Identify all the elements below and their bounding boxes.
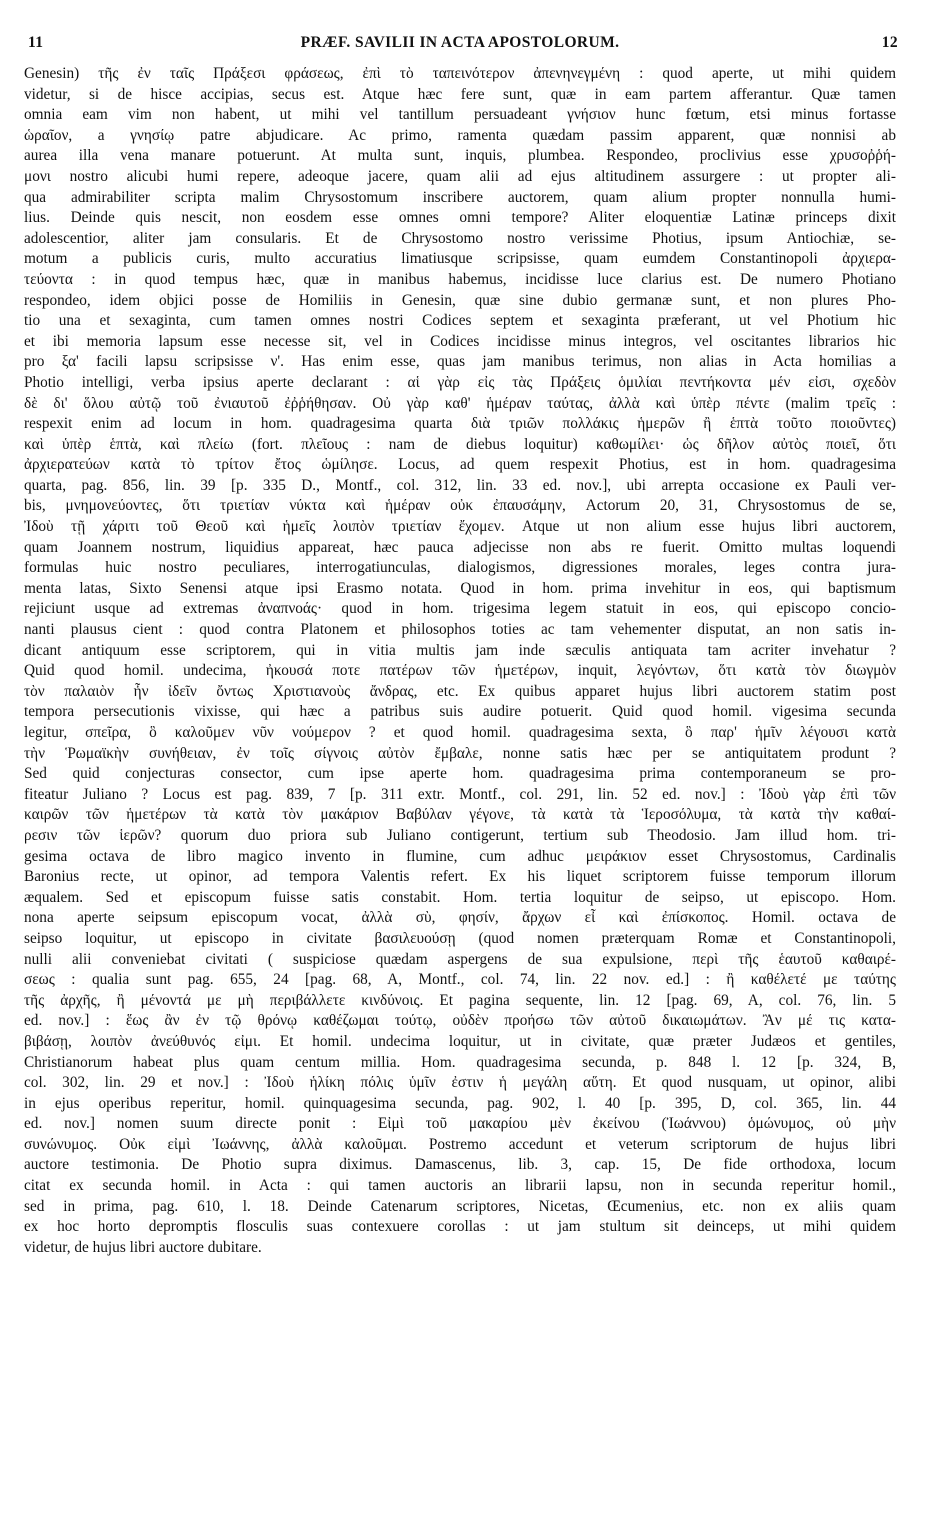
text-line: motum a publicis curis, multo accuratius limatiusque scripsisse, quam eumdem Constantinopoli ἀρχιερα- [24,250,896,268]
text-line: bis, μνημονεύοντες, ὅτι τριετίαν νύκτα καὶ ἡμέραν οὐκ ἐπαυσάμην, Actorum 20, 31, Chrysostomus de se, [24,497,896,515]
page-number-right: 12 [881,34,898,51]
document-page [24,34,896,1524]
page-number-left: 11 [28,34,44,51]
text-line: legitur, σπεῖρα, ὃ καλοῦμεν νῦν νούμερον ? et quod homil. quadragesima sexta, ὃ παρ' ἡμῖν λέγουσι κατὰ [24,724,896,741]
text-line: quam Joannem nostrum, liquidius appareat, hæc pauca adjecisse non abs re fuerit. Omitto multas loquendi [24,538,896,556]
text-line: respexit enim ad locum in hom. quadragesima quarta διὰ τριῶν πολλάκις ἡμερῶν ἢ ἑπτὰ τοῦτο ποιοῦντες) [24,415,896,433]
text-line: Baronius recte, ut opinor, ad tempora Valentis refert. Ex his liquet scriptorem fuisse temporum illorum [24,868,896,886]
text-line: adolescentior, aliter jam consularis. Et de Chrysostomo nostro verissime Photius, ipsum Antiochiæ, se- [24,229,896,247]
text-line: σεως : qualia sunt pag. 655, 24 [pag. 68, A, Montf., col. 74, lin. 22 nov. ed.] : ἢ καθέλετέ με ταύτης [24,971,896,989]
text-line: τῆς ἀρχῆς, ἢ μένοντά με μὴ περιβάλλετε κινδύνοις. Et pagina sequente, lin. 12 [pag. 69, A, col. 76, lin. 5 [24,991,896,1009]
text-line: et ibi memoria lapsum esse necesse sit, vel in Codices incidisse minus integros, vel oscitantes librarios hic [24,332,896,350]
text-line: nanti plausus cient : quod contra Platonem et philosophos toties ac tam vehementer disputat, an non satis in- [24,621,896,639]
text-line: menta latas, Sixto Senensi atque ipsi Erasmo notata. Quod in hom. prima invehitur in eos, qui baptismum [24,579,896,597]
text-line: lius. Deinde quis nescit, non eosdem esse omnes omni tempore? Aliter eloquentiæ Latinæ princeps dixit [24,209,896,227]
text-line: tio una et sexaginta, cum tamen omnes nostri Codices septem et sexaginta præferant, ut vel Photium hic [24,312,896,330]
text-line: aurea illa vena manare potuerunt. At multa sunt, inquis, plumbea. Respondeo, proclivius esse χρυσοῤῥή- [24,147,896,165]
text-line: in ejus operibus reperitur, homil. quinquagesima secunda, pag. 902, l. 40 [p. 395, D, col. 365, lin. 44 [24,1094,896,1112]
text-line: τὴν Ῥωμαϊκὴν συνήθειαν, ἐν τοῖς σίγνοις αὐτὸν ἔμβαλε, nonne satis hæc per se antiquitatem produnt ? [24,744,896,762]
text-line: rejiciunt usque ad extremas ἀναπνοάς· quod in hom. trigesima legem statuit in eos, qui episcopo concio- [24,600,896,618]
text-line: ἀρχιερατεύων κατὰ τὸ τρίτον ἔτος ὡμίλησε. Locus, ad quem respexit Photius, est in hom. quadragesima [24,456,896,474]
text-line: seipso loquitur, ut episcopo in civitate βασιλευούσῃ (quod nomen præterquam Romæ et Constantinopoli, [24,929,896,947]
text-line: videtur, de hujus libri auctore dubitare. [24,1238,262,1256]
text-line: Sed quid conjecturas consector, cum ipse aperte hom. quadragesima prima contemporaneum se pro- [24,765,896,783]
text-line: τὸν παλαιὸν ἦν ἰδεῖν ὄντως Χριστιανοὺς ἄνδρας, etc. Ex quibus apparet hujus libri auctorem statim post [24,682,896,700]
text-line: videtur, si de hisce accipias, secus est. Atque hæc fere sunt, quæ in eam partem afferantur. Quæ tamen [24,85,896,103]
text-line: Genesin) τῆς ἐν ταῖς Πράξεσι φράσεως, ἐπὶ τὸ ταπεινότερον ἀπενηνεγμένη : quod aperte, ut mihi quidem [24,65,896,82]
text-line: quarta, pag. 856, lin. 39 [p. 335 D., Montf., col. 312, lin. 33 ed. nov.], ubi arrepta occasione ex Pauli ver- [24,476,896,494]
text-line: Christianorum habeat plus quam centum millia. Hom. quadragesima secunda, p. 848 l. 12 [p. 324, B, [24,1053,896,1071]
text-line: auctore testimonia. De Photio supra diximus. Damascenus, lib. 3, cap. 15, De fide orthodoxa, locum [24,1156,896,1174]
text-line: gesima octava de libro magico invento in flumine, cum adhuc μειράκιον esset Chrysostomus, Cardinalis [24,847,896,865]
text-line: omnia eam vim non habent, ut mihi vel tantillum persuadeant γνήσιον hunc fœtum, etsi minus fortasse [24,106,896,124]
text-line: nulli alii conveniebat civitati ( suspiciose quædam aspergens de sua expulsione, περὶ τῆς ἑαυτοῦ καθαιρέ- [24,950,896,968]
running-title: PRÆF. SAVILII IN ACTA APOSTOLORUM. [300,34,620,51]
text-line: col. 302, lin. 29 et nov.] : Ἰδοὺ ἡλίκη πόλις ὑμῖν ἐστιν ἡ μεγάλη αὕτη. Et quod nusquam, ut opinor, alibi [24,1074,896,1092]
text-line: citat ex secunda homil. in Acta : qui tamen auctoris an librarii lapsu, non in secunda reperitur homil., [24,1177,896,1195]
text-line: δὲ δι' ὅλου αὐτῷ τοῦ ἐνιαυτοῦ ἐῤῥήθησαν. Οὐ γὰρ καθ' ἡμέραν ταύτας, ἀλλὰ καὶ ὑπὲρ πέντε (malim τρεῖς : [24,394,896,412]
text-line: ed. nov.] nomen suum directe ponit : Εἰμὶ τοῦ μακαρίου μὲν ἐκείνου (Ἰωάννου) ὁμώνυμος, οὐ μὴν [24,1115,896,1133]
text-line: Photio intelligi, verba ipsius aperte declarant : αἱ γὰρ εἰς τὰς Πράξεις ὁμιλίαι πεντήκοντα μέν εἰσι, σχεδὸν [24,373,896,391]
text-line: Ἰδοὺ τῇ χάριτι τοῦ Θεοῦ καὶ ἡμεῖς λοιπὸν τριετίαν ἔχομεν. Atque ut non alium esse hujus libri auctorem, [24,518,896,536]
text-line: dicant antiquum esse scriptorem, qui in vitia multis jam inde sæculis antiquata tam acriter invehatur ? [24,641,896,659]
text-line: καιρῶν τῶν ἡμετέρων τὰ κατὰ τὸν μακάριον Βαβύλαν γέγονε, τὰ κατὰ τὰ Ἱεροσόλυμα, τὰ κατὰ τὴν καθαί- [24,806,896,824]
text-line: ed. nov.] : ἕως ἂν ἐν τῷ θρόνῳ καθέζωμαι τούτῳ, οὐδὲν προήσω τῶν αὐτοῦ δικαιωμάτων. Ἂν μέ τις κατα- [24,1012,896,1030]
text-line: formulas huic nostro peculiares, interrogatiunculas, dialogismos, digressiones morales, leges contra jura- [24,559,896,577]
text-line: καὶ ὑπὲρ ἑπτὰ, καὶ πλείω (fort. πλεῖους : nam de diebus loquitur) καθωμίλει· ὡς δῆλον αὐτὸς ποιεῖ, ὅτι [24,435,896,453]
text-line: μονι nostro alicubi humi repere, adeoque jacere, quam alii ad ejus altitudinem assurgere : ut propter ali- [24,167,896,185]
body-text [24,64,896,1258]
text-line: qua admirabiliter scripta malim Chrysostomum inscribere auctorem, quam alium propter nonnulla humi- [24,188,896,206]
text-line: ὡραῖον, a γνησίῳ patre abjudicare. Ac primo, ramenta quædam passim apparent, quæ nonnisi ab [24,126,896,144]
text-line: fiteatur Juliano ? Locus est pag. 839, 7 [p. 311 extr. Montf., col. 291, lin. 52 ed. nov.] : Ἰδοὺ γὰρ ἐπὶ τῶν [24,785,896,803]
text-line: συνώνυμος. Οὐκ εἰμὶ Ἰωάννης, ἀλλὰ καλοῦμαι. Postremo accedunt et veterum scriptorum de hujus libri [24,1135,896,1153]
text-line: βιβάσῃ, λοιπὸν ἀνεύθυνός εἰμι. Et homil. undecima loquitur, ut in civitate, quæ præter Judæos et gentiles, [24,1032,896,1050]
text-line: ρεσιν τῶν ἱερῶν? quorum duo priora sub Juliano contigerunt, tertium sub Theodosio. Jam illud hom. tri- [24,826,896,844]
text-line: æqualem. Sed et episcopum fuisse satis constabit. Hom. tertia loquitur de seipso, ut episcopo. Hom. [24,888,896,906]
text-line: Quid quod homil. undecima, ἠκουσά ποτε πατέρων τῶν ἡμετέρων, inquit, λεγόντων, ὅτι κατὰ τὸν διωγμὸν [24,662,896,680]
text-line: ex hoc horto depromptis flosculis suas contexuere corollas : ut jam stultum sit deinceps, ut mihi quidem [24,1218,896,1236]
text-line: pro ξα' facili lapsu scripsisse ν'. Has enim esse, quas jam manibus terimus, non alias in Acta homilias a [24,353,896,371]
text-line: nona aperte seipsum episcopum vocat, ἀλλὰ σὺ, φησίν, ἄρχων εἶ καὶ ἐπίσκοπος. Homil. octava de [24,909,896,927]
text-line: sed in prima, pag. 610, l. 18. Deinde Catenarum scriptores, Nicetas, Œcumenius, etc. non ex aliis quam [24,1197,896,1215]
text-line: τεύοντα : in quod tempus hæc, quæ in manibus habemus, incidisse luce clarius est. De numero Photiano [24,270,896,288]
text-line: respondeo, idem objici posse de Homiliis in Genesin, quæ sine dubio germanæ sunt, et non plures Pho- [24,291,896,309]
running-head [24,34,896,56]
text-line: tempora persecutionis vixisse, qui hæc a patribus suis audire potuerit. Quid quod homil. vigesima secunda [24,703,896,721]
